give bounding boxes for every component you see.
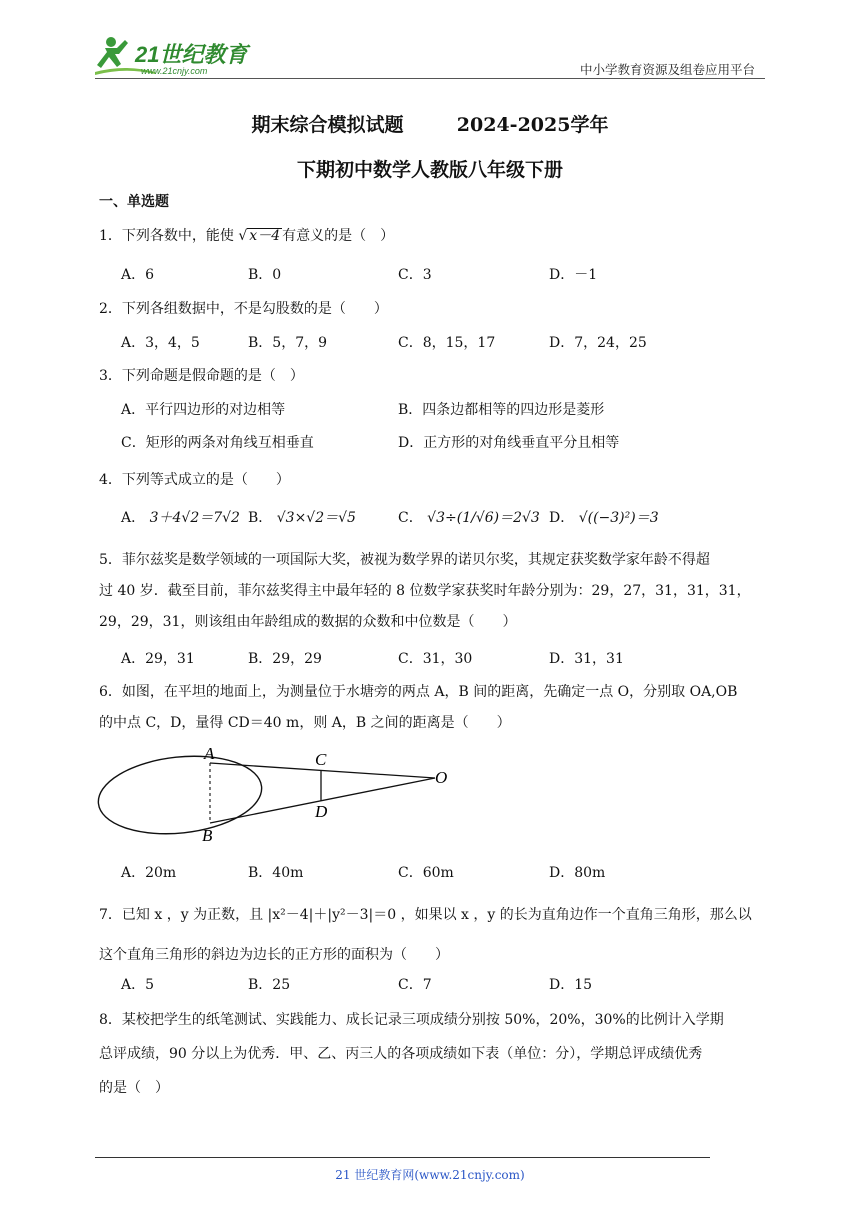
sqrt-radicand: x－4 bbox=[249, 228, 281, 244]
question-number: 7． bbox=[99, 907, 122, 923]
option-c[interactable]: C．3 bbox=[398, 267, 432, 283]
option-b[interactable]: B．29，29 bbox=[248, 651, 322, 667]
option-b[interactable]: B．5，7，9 bbox=[248, 335, 328, 351]
formula: √3÷(1/√6)＝2√3 bbox=[427, 510, 540, 526]
question-1 bbox=[99, 221, 765, 252]
question-text: 这个直角三角形的斜边为边长的正方形的面积为（ ） bbox=[99, 947, 449, 963]
question-number: 4． bbox=[99, 472, 122, 488]
label-d: D bbox=[315, 802, 328, 821]
question-text: 下列命题是假命题的是（ ） bbox=[121, 368, 304, 384]
option-d[interactable] bbox=[549, 507, 659, 527]
option-b[interactable]: B．25 bbox=[248, 977, 291, 993]
option-c[interactable] bbox=[398, 507, 540, 527]
question-8 bbox=[99, 1003, 765, 1105]
option-a[interactable]: A．平行四边形的对边相等 bbox=[121, 402, 286, 418]
section-heading: 一、单选题 bbox=[99, 194, 169, 210]
option-label: C． bbox=[398, 510, 423, 526]
header-divider bbox=[95, 78, 765, 79]
option-a[interactable]: A．29，31 bbox=[121, 651, 195, 667]
logo-url: www.21cnjy.com bbox=[141, 66, 208, 76]
formula: √((−3)²)＝3 bbox=[578, 510, 659, 526]
question-number: 5． bbox=[99, 552, 122, 568]
question-6 bbox=[99, 677, 765, 739]
option-label: A． bbox=[121, 510, 146, 526]
option-a[interactable] bbox=[121, 507, 240, 527]
pond-figure bbox=[95, 745, 465, 845]
question-text: 某校把学生的纸笔测试、实践能力、成长记录三项成绩分别按 50%，20%，30%的比例计入学期 bbox=[121, 1012, 724, 1028]
question-text: 菲尔兹奖是数学领域的一项国际大奖，被视为数学界的诺贝尔奖，其规定获奖数学家年龄不得超 bbox=[121, 552, 710, 568]
label-o: O bbox=[435, 768, 448, 787]
footer-link[interactable]: 21 世纪教育网(www.21cnjy.com) bbox=[335, 1168, 525, 1182]
question-number: 8． bbox=[99, 1012, 122, 1028]
question-text: 过 40 岁．截至目前，菲尔兹奖得主中最年轻的 8 位数学家获奖时年龄分别为：29，27，31，31，31， bbox=[99, 583, 751, 599]
option-c[interactable]: C．60m bbox=[398, 865, 454, 881]
question-text: 29，29，31，则该组由年龄组成的数据的众数和中位数是（ ） bbox=[99, 614, 517, 630]
question-7 bbox=[99, 895, 765, 975]
option-d[interactable]: D．80m bbox=[549, 865, 606, 881]
option-c[interactable]: C．31，30 bbox=[398, 651, 473, 667]
sqrt-expression: √ x－4 bbox=[238, 228, 281, 244]
label-a: A bbox=[204, 745, 215, 763]
question-number: 2． bbox=[99, 301, 122, 317]
question-text: 下列各数中，能使 bbox=[121, 228, 234, 244]
option-d[interactable]: D．正方形的对角线垂直平分且相等 bbox=[398, 435, 620, 451]
question-text: 有意义的是（ ） bbox=[282, 228, 395, 244]
option-d[interactable]: D．15 bbox=[549, 977, 593, 993]
title-left: 期末综合模拟试题 bbox=[251, 114, 404, 136]
option-d[interactable]: D．31，31 bbox=[549, 651, 624, 667]
platform-name: 中小学教育资源及组卷应用平台 bbox=[579, 62, 755, 77]
question-text: 的是（ ） bbox=[99, 1080, 169, 1096]
option-d[interactable]: D．7，24，25 bbox=[549, 335, 647, 351]
option-a[interactable]: A．20m bbox=[121, 865, 177, 881]
question-4 bbox=[99, 465, 765, 496]
formula: √3×√2＝√5 bbox=[276, 510, 356, 526]
option-a[interactable]: A．5 bbox=[121, 977, 155, 993]
option-d[interactable]: D．－1 bbox=[549, 267, 598, 283]
option-c[interactable]: C．矩形的两条对角线互相垂直 bbox=[121, 435, 314, 451]
page-title-line2: 下期初中数学人教版八年级下册 bbox=[296, 159, 563, 181]
option-label: D． bbox=[549, 510, 575, 526]
question-5 bbox=[99, 545, 765, 638]
option-label: B． bbox=[248, 510, 273, 526]
question-text: 的中点 C，D，量得 CD＝40 m，则 A，B 之间的距离是（ ） bbox=[99, 715, 511, 731]
page-title-line1 bbox=[0, 110, 860, 137]
question-text: 总评成绩，90 分以上为优秀．甲、乙、丙三人的各项成绩如下表（单位：分），学期总评成绩优秀 bbox=[99, 1046, 703, 1062]
title-right: 2024-2025学年 bbox=[456, 114, 609, 136]
formula: 3＋4√2＝7√2 bbox=[149, 510, 240, 526]
question-number: 6． bbox=[99, 684, 122, 700]
label-b: B bbox=[202, 826, 213, 845]
question-text: 已知 x ，y 为正数，且 |x²－4|＋|y²－3|＝0 ，如果以 x ，y 的长为直角边作一个直角三角形，那么以 bbox=[121, 907, 752, 923]
option-b[interactable]: B．四条边都相等的四边形是菱形 bbox=[398, 402, 605, 418]
option-b[interactable] bbox=[248, 507, 356, 527]
option-b[interactable]: B．0 bbox=[248, 267, 282, 283]
question-number: 1． bbox=[99, 228, 122, 244]
question-3 bbox=[99, 361, 765, 392]
option-a[interactable]: A．3，4，5 bbox=[121, 335, 200, 351]
question-2 bbox=[99, 294, 765, 325]
logo-text: 21世纪教育 bbox=[135, 42, 248, 67]
option-c[interactable]: C．8，15，17 bbox=[398, 335, 496, 351]
option-c[interactable]: C．7 bbox=[398, 977, 432, 993]
question-number: 3． bbox=[99, 368, 122, 384]
option-b[interactable]: B．40m bbox=[248, 865, 304, 881]
label-c: C bbox=[315, 750, 327, 769]
question-text: 下列等式成立的是（ ） bbox=[121, 472, 290, 488]
question-text: 如图，在平坦的地面上，为测量位于水塘旁的两点 A，B 间的距离，先确定一点 O，分别取 OA,OB bbox=[121, 684, 738, 700]
logo bbox=[95, 34, 265, 78]
option-a[interactable]: A．6 bbox=[121, 267, 155, 283]
footer-divider bbox=[95, 1157, 710, 1158]
question-text: 下列各组数据中，不是勾股数的是（ ） bbox=[121, 301, 388, 317]
